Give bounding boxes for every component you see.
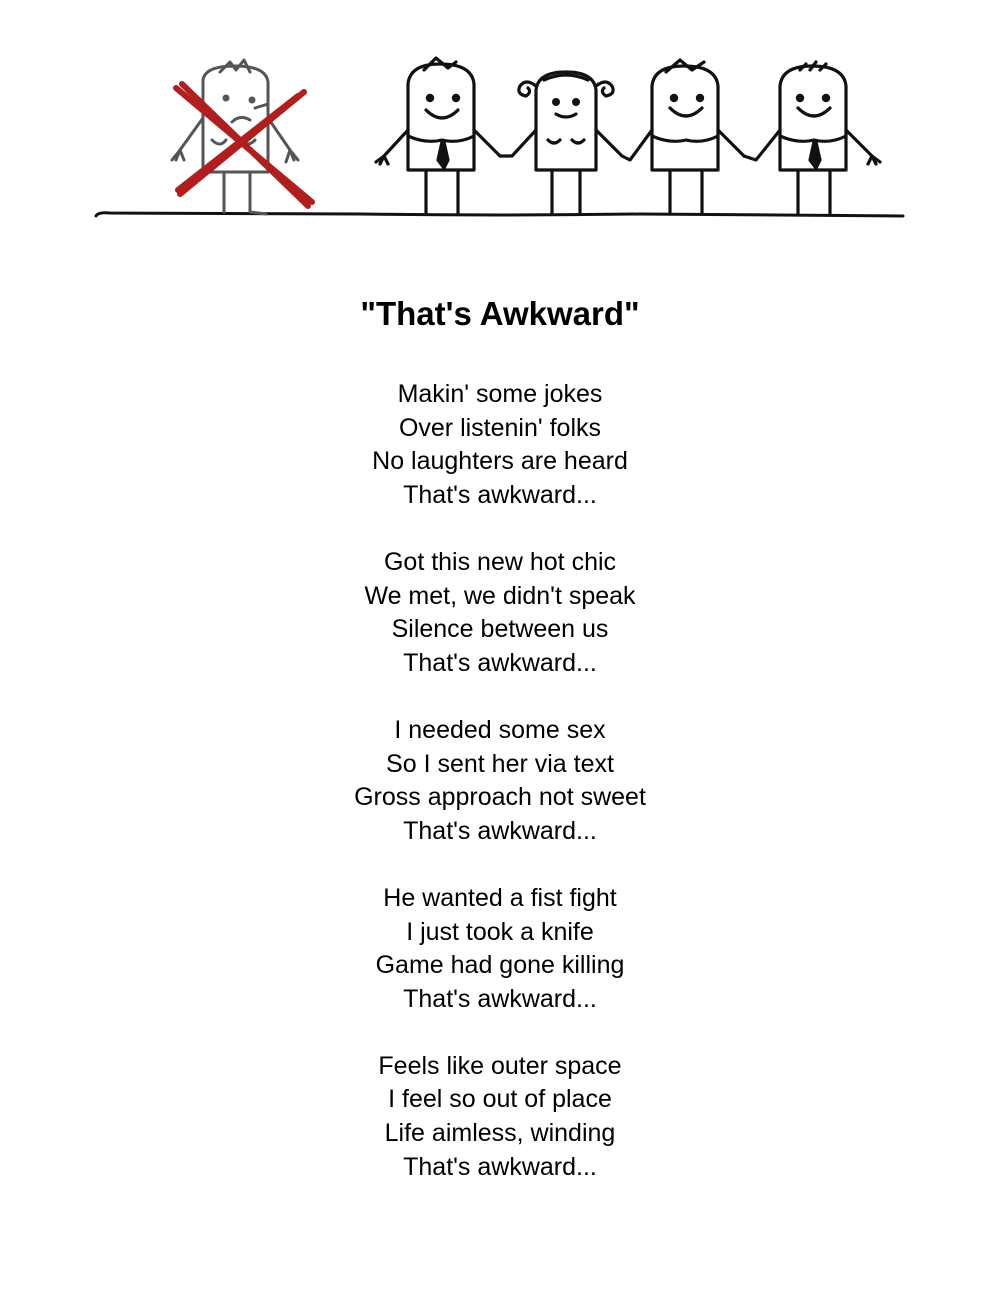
- smiling-man-figure: [376, 58, 500, 214]
- poem-body: [0, 378, 1000, 1218]
- stanza: [0, 546, 1000, 680]
- poem-line: Silence between us: [391, 615, 609, 644]
- stanza: [0, 882, 1000, 1016]
- poem-line: That's awkward...: [403, 984, 597, 1013]
- poem-line: That's awkward...: [403, 480, 597, 509]
- poem-line: Got this new hot chic: [383, 547, 617, 576]
- poem-line: We met, we didn't speak: [364, 581, 636, 610]
- ground-line: [96, 213, 903, 216]
- poem-line: I needed some sex: [394, 715, 606, 744]
- smiling-man-figure: [622, 60, 744, 214]
- red-cross-mark: [176, 84, 312, 206]
- poem-title: "That's Awkward": [360, 295, 640, 332]
- poem-line: He wanted a fist fight: [383, 883, 617, 912]
- stanza: [0, 714, 1000, 848]
- poem-line: Over listenin' folks: [398, 413, 602, 442]
- poem-line: That's awkward...: [403, 648, 597, 677]
- poem-line: Makin' some jokes: [397, 380, 603, 408]
- poem-line: I just took a knife: [406, 917, 594, 946]
- poem-line: That's awkward...: [403, 816, 597, 845]
- stanza: [0, 378, 1000, 512]
- stanza: [0, 1050, 1000, 1184]
- poem-line: No laughters are heard: [372, 447, 628, 476]
- cartoon-illustration: [0, 0, 1000, 240]
- smiling-woman-figure: [500, 72, 622, 214]
- poem-line: Game had gone killing: [375, 951, 625, 980]
- poem-line: Life aimless, winding: [384, 1119, 616, 1148]
- poem-line: That's awkward...: [403, 1152, 597, 1181]
- poem-line: Feels like outer space: [378, 1051, 622, 1080]
- poem-line: So I sent her via text: [386, 749, 614, 778]
- smiling-man-figure: [744, 62, 880, 214]
- poem-line: I feel so out of place: [388, 1085, 612, 1114]
- poem-line: Gross approach not sweet: [354, 783, 646, 812]
